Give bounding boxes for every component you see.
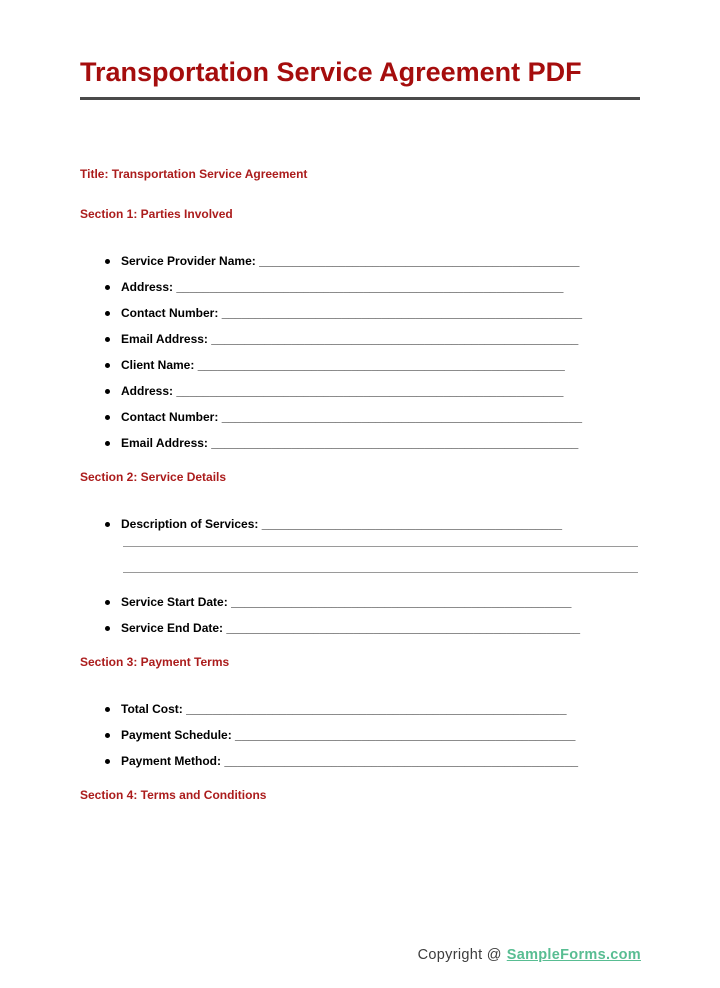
blank-line: ___________________________________________________: [231, 595, 572, 609]
blank-line: __________________________________________________________: [176, 384, 564, 398]
field-label: Payment Method:: [121, 754, 222, 768]
field-client-email-address: [103, 430, 640, 456]
blank-line: _____________________________________________________: [226, 621, 581, 635]
field-label: Email Address:: [121, 436, 208, 450]
field-label: Service Start Date:: [121, 595, 228, 609]
field-client-contact-number: [103, 404, 640, 430]
copyright-text: Copyright @: [417, 947, 502, 963]
field-provider-email-address: [103, 326, 640, 352]
field-label: Email Address:: [121, 332, 208, 346]
field-label: Total Cost:: [121, 702, 183, 716]
footer: [418, 946, 641, 964]
field-label: Client Name:: [121, 358, 195, 372]
section1-field-list: [103, 248, 640, 456]
section3-field-list: [103, 696, 640, 774]
field-client-name: [103, 352, 640, 378]
field-client-address: [103, 378, 640, 404]
document-page: [0, 55, 720, 988]
field-label: Address:: [121, 280, 174, 294]
blank-line: ___________________________________________________: [235, 728, 576, 742]
section2-date-list: [103, 589, 640, 641]
field-payment-schedule: [103, 722, 640, 748]
field-total-cost: [103, 696, 640, 722]
blank-line: _________________________________________________________: [186, 702, 567, 716]
blank-line: ________________________________________________: [259, 254, 580, 268]
field-service-provider-name: [103, 248, 640, 274]
field-provider-contact-number: [103, 300, 640, 326]
doc-title-line: Title: Transportation Service Agreement: [80, 167, 308, 181]
field-payment-method: [103, 748, 640, 774]
field-description-of-services: [103, 511, 640, 537]
blank-line: _______________________________________________________: [211, 332, 579, 346]
page-title: Transportation Service Agreement PDF: [80, 57, 582, 87]
blank-line: _____________________________________________: [261, 517, 563, 531]
blank-line: __________________________________________________________: [176, 280, 564, 294]
title-divider: [80, 97, 640, 100]
field-provider-address: [103, 274, 640, 300]
blank-line: _____________________________________________________: [224, 754, 579, 768]
field-service-end-date: [103, 615, 640, 641]
blank-line: ______________________________________________________: [221, 306, 583, 320]
field-label: Address:: [121, 384, 174, 398]
section3-heading: Section 3: Payment Terms: [80, 655, 230, 669]
field-label: Service Provider Name:: [121, 254, 256, 268]
sampleforms-link[interactable]: SampleForms.com: [506, 947, 641, 963]
field-label: Payment Schedule:: [121, 728, 232, 742]
section2-heading: Section 2: Service Details: [80, 470, 227, 484]
blank-line: _______________________________________________________: [211, 436, 579, 450]
field-label: Contact Number:: [121, 306, 219, 320]
field-label: Service End Date:: [121, 621, 224, 635]
section4-heading: Section 4: Terms and Conditions: [80, 788, 267, 802]
blank-line: ______________________________________________________: [221, 410, 583, 424]
field-label: Description of Services:: [121, 517, 259, 531]
blank-line: _______________________________________________________: [197, 358, 565, 372]
section1-heading: Section 1: Parties Involved: [80, 207, 233, 221]
page-content: [0, 55, 720, 802]
field-service-start-date: [103, 589, 640, 615]
description-extra-line-1: [123, 546, 638, 547]
field-label: Contact Number:: [121, 410, 219, 424]
description-extra-line-2: [123, 572, 638, 573]
section2-description-list: [103, 511, 640, 537]
